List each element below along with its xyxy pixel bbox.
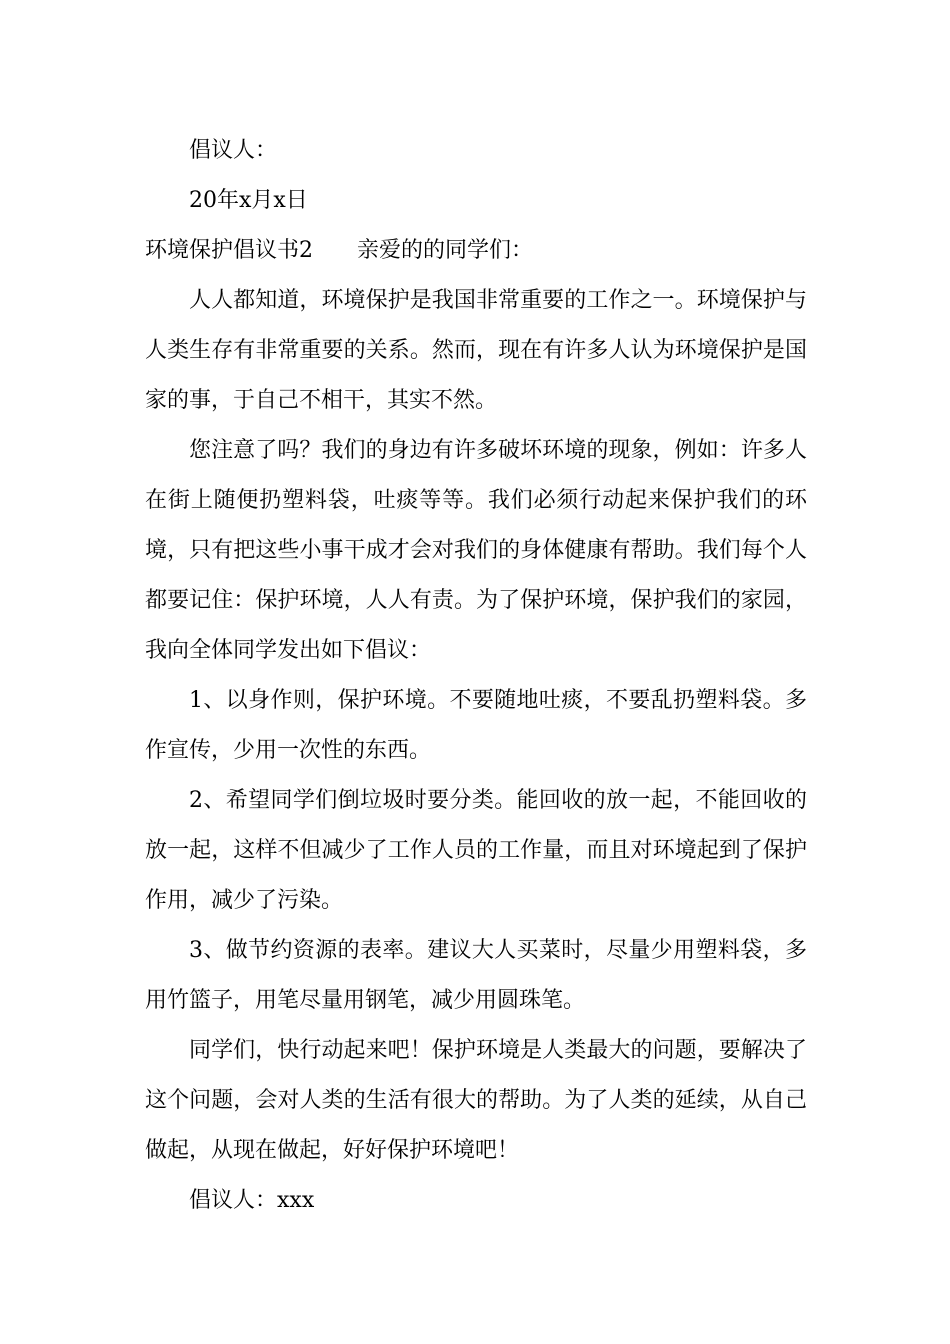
paragraph-closing: 同学们，快行动起来吧！保护环境是人类最大的问题，要解决了这个问题，会对人类的生活有很大的帮助。为了人类的延续，从自己做起，从现在做起，好好保护环境吧！	[145, 1038, 807, 1163]
paragraph-intro: 人人都知道，环境保护是我国非常重要的工作之一。环境保护与人类生存有非常重要的关系。然而，现在有许多人认为环境保护是国家的事，于自己不相干，其实不然。	[145, 288, 807, 413]
date-line: 20年x月x日	[189, 188, 308, 213]
signer-line-final: 倡议人：xxx	[189, 1188, 315, 1213]
salutation: 亲爱的的同学们：	[357, 238, 534, 263]
paragraph-proposal-3: 3、做节约资源的表率。建议大人买菜时，尽量少用塑料袋，多用竹篮子，用笔尽量用钢笔，减少用圆珠笔。	[145, 938, 807, 1013]
title-salutation-row	[145, 226, 807, 276]
document-title: 环境保护倡议书2	[145, 238, 313, 263]
paragraph-proposal-2: 2、希望同学们倒垃圾时要分类。能回收的放一起，不能回收的放一起，这样不但减少了工作人员的工作量，而且对环境起到了保护作用，减少了污染。	[145, 788, 807, 913]
paragraph-observation: 您注意了吗？我们的身边有许多破坏环境的现象，例如：许多人在街上随便扔塑料袋，吐痰等等。我们必须行动起来保护我们的环境，只有把这些小事干成才会对我们的身体健康有帮助。我们每个人都要记住：保护环境，人人有责。为了保护环境，保护我们的家园，我向全体同学发出如下倡议：	[145, 438, 807, 663]
paragraph-proposal-1: 1、以身作则，保护环境。不要随地吐痰，不要乱扔塑料袋。多作宣传，少用一次性的东西。	[145, 688, 807, 763]
signer-line: 倡议人：	[189, 138, 278, 163]
document-body	[145, 126, 807, 1226]
